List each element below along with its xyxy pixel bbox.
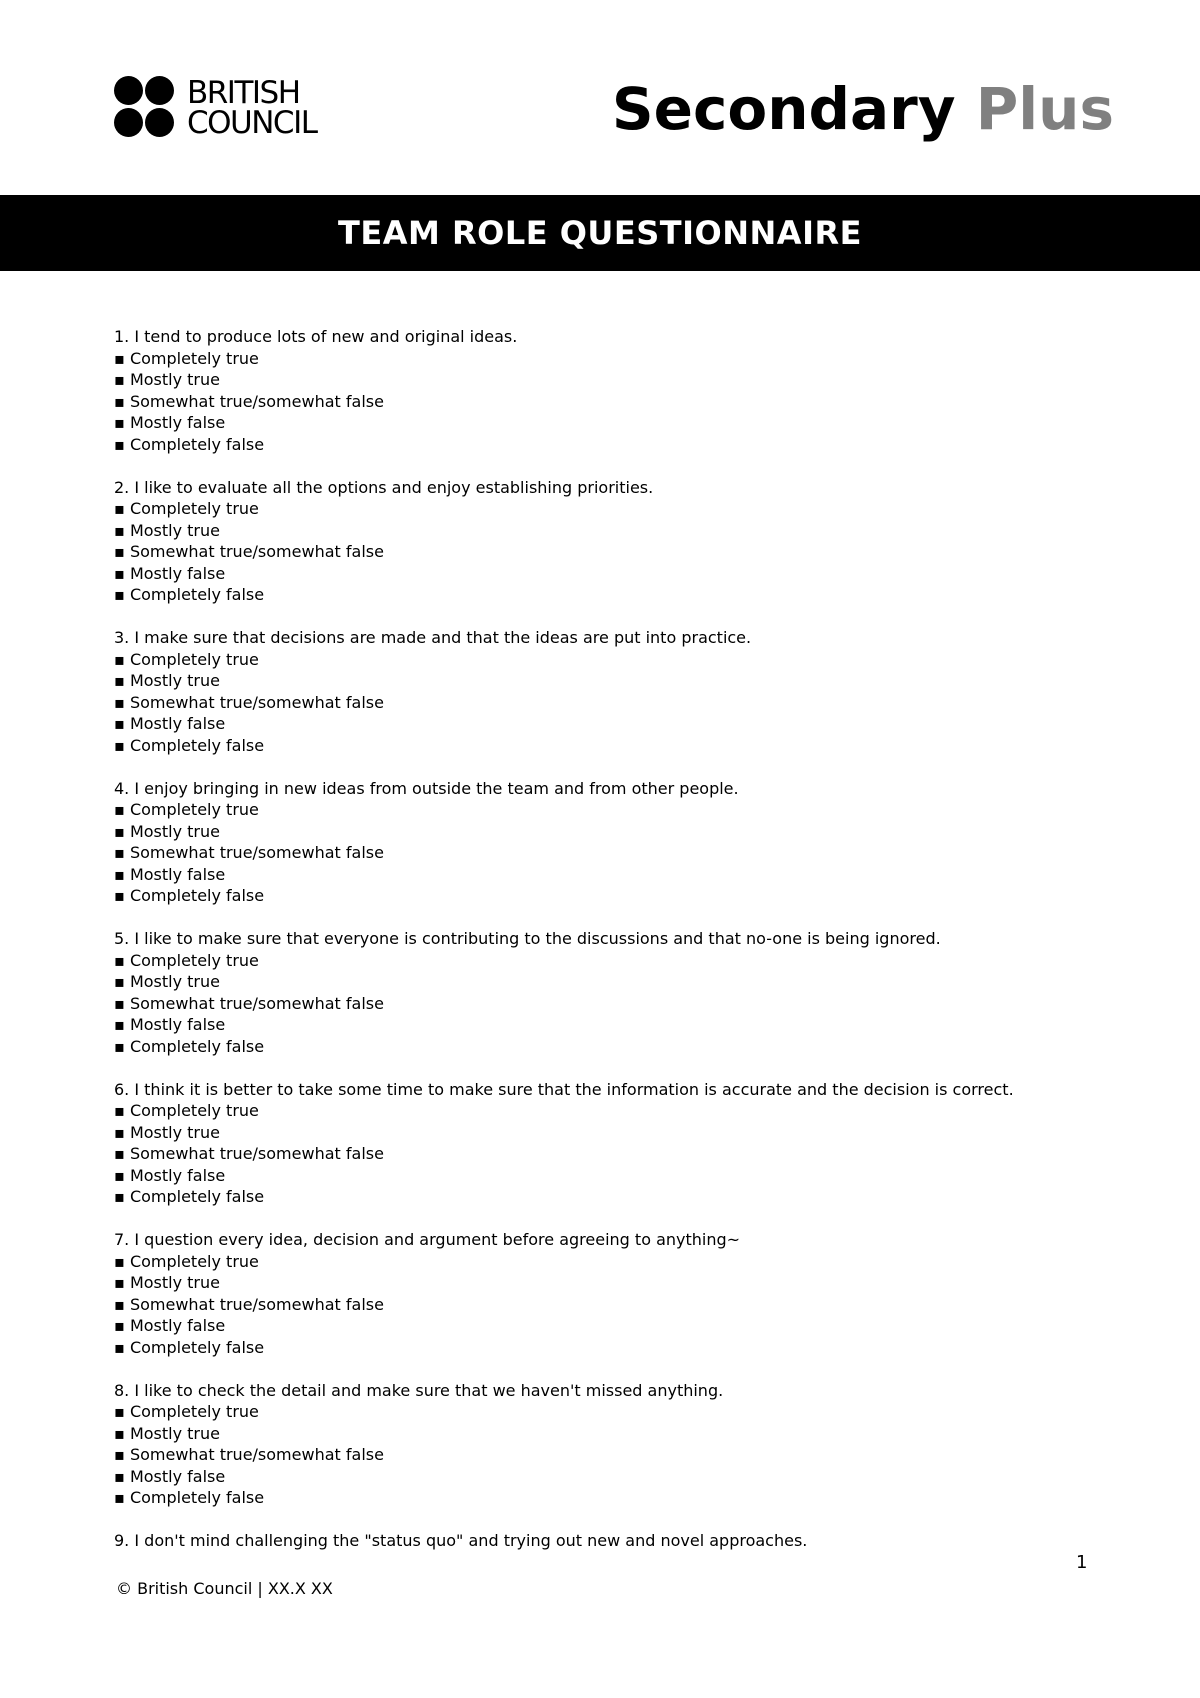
option-mostly-true: ▪ Mostly true bbox=[114, 1423, 1114, 1445]
option-completely-true: ▪ Completely true bbox=[114, 799, 1114, 821]
option-mostly-true: ▪ Mostly true bbox=[114, 520, 1114, 542]
option-completely-false: ▪ Completely false bbox=[114, 1036, 1114, 1058]
question-3 bbox=[114, 627, 1114, 756]
question-4 bbox=[114, 778, 1114, 907]
question-text: 7. I question every idea, decision and argument before agreeing to anything~ bbox=[114, 1230, 741, 1249]
option-completely-true: ▪ Completely true bbox=[114, 348, 1114, 370]
option-completely-true: ▪ Completely true bbox=[114, 1401, 1114, 1423]
question-2 bbox=[114, 477, 1114, 606]
option-mostly-false: ▪ Mostly false bbox=[114, 1466, 1114, 1488]
option-completely-true: ▪ Completely true bbox=[114, 950, 1114, 972]
option-somewhat: ▪ Somewhat true/somewhat false bbox=[114, 391, 1114, 413]
question-8 bbox=[114, 1380, 1114, 1509]
option-completely-false: ▪ Completely false bbox=[114, 735, 1114, 757]
title-banner bbox=[0, 195, 1200, 271]
option-somewhat: ▪ Somewhat true/somewhat false bbox=[114, 541, 1114, 563]
option-mostly-true: ▪ Mostly true bbox=[114, 670, 1114, 692]
option-somewhat: ▪ Somewhat true/somewhat false bbox=[114, 842, 1114, 864]
question-text: 3. I make sure that decisions are made and that the ideas are put into practice. bbox=[114, 628, 752, 647]
option-mostly-true: ▪ Mostly true bbox=[114, 1272, 1114, 1294]
option-somewhat: ▪ Somewhat true/somewhat false bbox=[114, 1294, 1114, 1316]
option-completely-true: ▪ Completely true bbox=[114, 649, 1114, 671]
question-7 bbox=[114, 1229, 1114, 1358]
footer-copyright: © British Council | XX.X XX bbox=[116, 1579, 333, 1598]
option-completely-false: ▪ Completely false bbox=[114, 1186, 1114, 1208]
british-council-logo bbox=[114, 76, 334, 140]
logo-line-2: COUNCIL bbox=[187, 105, 317, 141]
option-completely-true: ▪ Completely true bbox=[114, 498, 1114, 520]
option-mostly-false: ▪ Mostly false bbox=[114, 563, 1114, 585]
option-mostly-true: ▪ Mostly true bbox=[114, 369, 1114, 391]
secondary-plus-brand bbox=[612, 72, 1114, 146]
page-title: TEAM ROLE QUESTIONNAIRE bbox=[338, 214, 862, 252]
option-mostly-true: ▪ Mostly true bbox=[114, 821, 1114, 843]
logo-wordmark bbox=[187, 75, 317, 141]
option-completely-false: ▪ Completely false bbox=[114, 885, 1114, 907]
question-list bbox=[114, 326, 1114, 1573]
option-completely-false: ▪ Completely false bbox=[114, 434, 1114, 456]
question-6 bbox=[114, 1079, 1114, 1208]
logo-dots-icon bbox=[114, 76, 176, 140]
question-text: 9. I don't mind challenging the "status quo" and trying out new and novel approaches. bbox=[114, 1531, 808, 1550]
question-text: 6. I think it is better to take some time to make sure that the information is accurate and the decision is correct. bbox=[114, 1079, 1014, 1099]
option-completely-false: ▪ Completely false bbox=[114, 584, 1114, 606]
page-number: 1 bbox=[1076, 1552, 1088, 1573]
logo-line-1: BRITISH bbox=[187, 75, 300, 111]
brand-main: Secondary bbox=[611, 75, 956, 143]
option-mostly-false: ▪ Mostly false bbox=[114, 1315, 1114, 1337]
question-text: 4. I enjoy bringing in new ideas from outside the team and from other people. bbox=[114, 778, 739, 798]
option-completely-false: ▪ Completely false bbox=[114, 1487, 1114, 1509]
brand-accent: Plus bbox=[975, 75, 1114, 143]
question-5 bbox=[114, 928, 1114, 1057]
option-mostly-false: ▪ Mostly false bbox=[114, 1014, 1114, 1036]
option-mostly-false: ▪ Mostly false bbox=[114, 713, 1114, 735]
option-mostly-false: ▪ Mostly false bbox=[114, 412, 1114, 434]
option-somewhat: ▪ Somewhat true/somewhat false bbox=[114, 1143, 1114, 1165]
question-1 bbox=[114, 326, 1114, 455]
option-mostly-true: ▪ Mostly true bbox=[114, 971, 1114, 993]
option-somewhat: ▪ Somewhat true/somewhat false bbox=[114, 993, 1114, 1015]
question-text: 8. I like to check the detail and make sure that we haven't missed anything. bbox=[114, 1380, 724, 1400]
question-text: 1. I tend to produce lots of new and original ideas. bbox=[114, 327, 518, 346]
option-completely-true: ▪ Completely true bbox=[114, 1100, 1114, 1122]
question-text: 5. I like to make sure that everyone is contributing to the discussions and that no-one is being ignored. bbox=[114, 929, 941, 948]
question-9 bbox=[114, 1530, 1114, 1552]
question-text: 2. I like to evaluate all the options and enjoy establishing priorities. bbox=[114, 477, 654, 497]
option-mostly-true: ▪ Mostly true bbox=[114, 1122, 1114, 1144]
option-mostly-false: ▪ Mostly false bbox=[114, 864, 1114, 886]
option-completely-true: ▪ Completely true bbox=[114, 1251, 1114, 1273]
option-somewhat: ▪ Somewhat true/somewhat false bbox=[114, 692, 1114, 714]
option-somewhat: ▪ Somewhat true/somewhat false bbox=[114, 1444, 1114, 1466]
option-completely-false: ▪ Completely false bbox=[114, 1337, 1114, 1359]
option-mostly-false: ▪ Mostly false bbox=[114, 1165, 1114, 1187]
